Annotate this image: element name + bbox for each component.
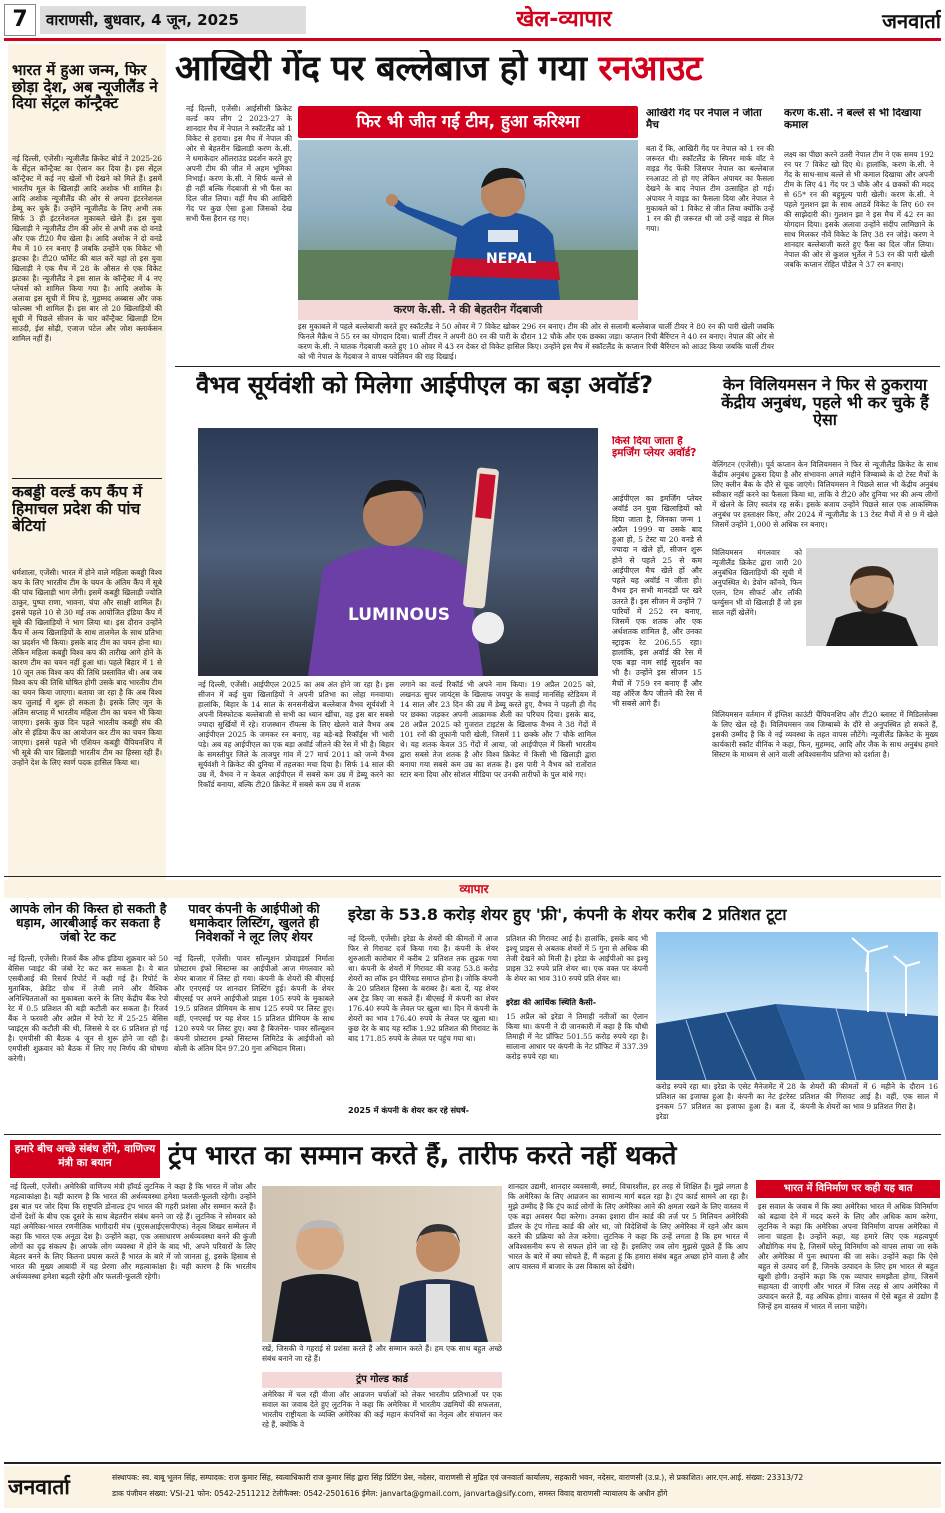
solar-wind-photo	[656, 932, 938, 1080]
story-body: अमेरिका में चल रही वीजा और आव्रजन चर्चाओं को लेकर भारतीय प्रतिभाओं पर एक सवाल का जवाब देते हुए लुटनिक ने कहा कि अमेरिका में भारतीय उद्यमियों की सफलता, भारतीय राष्ट्रीयता के व्यक्ति अमेरिका की कई महान कंपनियों का नेतृत्व और संचालन कर रहे हैं, क्योंकि वे	[262, 1390, 502, 1429]
footer-imprint: संस्थापक: स्व. बाबू भूलन सिंह, सम्पादक: राज कुमार सिंह, स्वत्वाधिकारी राज कुमार सिंह द्वारा सिंह प्रिंटिंग प्रेस, नदेसर, वाराणसी से मुद्रित एवं जनवार्ता कार्यालय, सहकारी भवन, नदेसर, वाराणसी (उ.प्र.), से प्रकाशित। आर.एन.आई. संख्या: 23313/72	[112, 1473, 804, 1482]
trump-photo	[262, 1186, 502, 1342]
jersey-text: NEPAL	[486, 252, 537, 267]
story-headline: भारत में हुआ जन्म, फिर छोड़ा देश, अब न्यूजीलैंड ने दिया सेंट्रल कॉन्ट्रैक्ट	[12, 62, 158, 112]
subhead: करण के.सी. ने बल्ले से भी दिखाया कमाल	[784, 108, 922, 131]
sidebar-body: इस सवाल के जवाब में कि क्या अमेरिका भारत में अधिक विनिर्माण को बढ़ावा देने में मदद करने के लिए और अधिक काम करेगा, लुटनिक ने कहा कि अमेरिका अपना विनिर्माण वापस अमेरिका में लाना चाहता है। उन्होंने कहा, यह हमारे लिए एक महत्वपूर्ण औद्योगिक मंच है, जिसमें घरेलू विनिर्माण को वापस लाया जा सके और अमेरिका में पुनः स्थापना की जा सके। उन्होंने कहा कि ऐसे बहुत से उत्पाद वर्ग हैं, जिनके उत्पादन के लिए हम भारत से बहुत खुशी होगी। उन्होंने कहा कि एक व्यापार समझौता होगा, जिसमें सहायता दी जाएगी और भारत में जिस तरह से आप अमेरिका में उत्पादन करते हैं, वह अधिक होगा। वास्तव में ऐसे बहुत से उद्योग हैं जिन्हें हम वास्तव में भारत में लाना चाहेंगे।	[758, 1202, 938, 1311]
subhead: इरेडा की आर्थिक स्थिति कैसी-	[506, 998, 597, 1007]
ireda-headline: इरेडा के 53.8 करोड़ शेयर हुए 'फ्री', कंपनी के शेयर करीब 2 प्रतिशत टूटा	[348, 906, 787, 924]
story-body: लक्ष्य का पीछा करने उतरी नेपाल टीम ने एक समय 192 रन पर 7 विकेट खो दिए थे। हालांकि, करण के.सी. ने गेंद के साथ-साथ बल्ले से भी कमाल दिखाया और अपनी टीम के लिए 41 गेंद पर 3 चौके और 4 छक्कों की मदद से 65* रन की बहुमूल्य पारी खेली। करण के.सी. ने पहले गुलशन झा के साथ आठवें विकेट के लिए 60 रन की साझेदारी की। गुलशन झा ने इस मैच में 42 रन का योगदान दिया। इसके अलावा उन्होंने संदीप लामिछाने के साथ मिलकर नौवें विकेट के लिए 38 रन जोड़े। करण ने शानदार बल्लेबाजी करते हुए फैंस का दिल जीत लिया। नेपाल की ओर से कुशल भुर्तेल ने 53 रन की पारी खेली जबकि कप्तान रोहित पौडेल ने 37 रन बनाए।	[784, 150, 934, 269]
kane-headline: केन विलियमसन ने फिर से ठुकराया केंद्रीय अनुबंध, पहले भी कर चुके हैं ऐसा	[721, 376, 929, 430]
kane-illustration	[806, 548, 938, 646]
trump-headline: ट्रंप भारत का सम्मान करते हैं, तारीफ करते नहीं थकते	[168, 1142, 677, 1171]
subhead: आखिरी गेंद पर नेपाल ने जीता मैच	[646, 108, 762, 131]
story-body: नई दिल्ली, एजेंसी। रिजर्व बैंक ऑफ इंडिया शुक्रवार को 50 बेसिस प्वाइंट की जंबो रेट कट कर सकता है। ये बात एसबीआई की रिसर्च रिपोर्ट में कही गई है। रिपोर्ट के मुताबिक, क्रेडिट ग्रोथ में तेजी लाने और वैश्विक अनिश्चितताओं का मुकाबला करने के लिए केंद्रीय बैंक रेपो रेट में 0.5 प्रतिशत की बड़ी कटौती कर सकता है। रिजर्व बैंक ने फरवरी और अप्रैल में रेपो रेट में 25-25 बेसिस प्वाइंट्स की कटौती की थी, जिससे ये दर 6 प्रतिशत हो गई है। एमपीसी की बैठक 4 जून से शुरू होने जा रही है। एमपीसी शुक्रवार को बैठक में लिए गए निर्णय की घोषणा करेगी।	[8, 954, 168, 1063]
vaibhav-headline: वैभव सूर्यवंशी को मिलेगा आईपीएल का बड़ा अवॉर्ड?	[196, 372, 654, 399]
nepal-headline: आखिरी गेंद पर बल्लेबाज हो गया रनआउट	[175, 50, 703, 89]
masthead	[4, 4, 941, 36]
paper-name: जनवार्ता	[882, 9, 941, 33]
story-body: विलियमसन वर्तमान में इंग्लिश काउंटी चैंपियनशिप और टी20 ब्लास्ट में मिडिलसेक्स के लिए खेल रहे हैं। विलियमसन जब जिम्बाब्वे के दौरे से अनुपस्थित हो सकते हैं, इसकी उम्मीद है कि वे नई व्यवस्था के तहत वापस लौटेंगे। न्यूजीलैंड क्रिकेट के मुख्य कार्यकारी स्कॉट वीनिंक ने कहा, फिन, मुहम्मद, आदि और जैक के साथ अनुबंध हमारे सिस्टम के माध्यम से आने वाली अविश्वसनीय प्रतिभा को दर्शाता है।	[712, 710, 938, 759]
story-body: लगाने का वर्ल्ड रिकॉर्ड भी अपने नाम किया। 19 अप्रैल 2025 को, लखनऊ सुपर जायंट्स के खिलाफ जयपुर के सवाई मानसिंह स्टेडियम में 14 साल और 23 दिन की उम्र में डेब्यू करते हुए, वैभव ने पहली ही गेंद पर छक्का जड़कर अपनी आक्रामक शैली का परिचय दिया। इसके बाद, 28 अप्रैल 2025 को गुजरात टाइटंस के खिलाफ वैभव ने 38 गेंदों में 101 रनों की तूफानी पारी खेली, जिसमें 11 छक्के और 7 चौके शामिल थे। यह शतक केवल 35 गेंदों में आया, जो आईपीएल में किसी भारतीय द्वारा सबसे तेज शतक है और विश्व क्रिकेट में किसी भी खिलाड़ी द्वारा बनाया गया सबसे कम उम्र का शतक है। इस पारी ने वैभव को रातोंरात स्टार बना दिया और सोशल मीडिया पर उनकी तारीफों के पुल बांधे गए।	[400, 680, 596, 779]
story-body: के शेयरों की कीमतों में 6 महीने के दौरान 16 प्रतिशत की गिरावट आई है। वहीं, एक साल में कंपनी के शेयरों का भाव 9 प्रतिशत गिरा है।	[800, 1082, 938, 1111]
story-body: विलियमसन मंगलवार को न्यूजीलैंड क्रिकेट द्वारा जारी 20 अनुबंधित खिलाड़ियों की सूची में अनुपस्थित थे। डेवोन कॉनवे, फिन एलन, टिम सीफर्ट और लॉकी फर्ग्युसन भी वो खिलाड़ी हैं जो इस साल नहीं खेलेंगे।	[712, 548, 802, 617]
story-body: नई दिल्ली, एजेंसी। पावर सॉल्यूशन प्रोवाइडर्स निर्माता प्रोस्टारम इंफो सिस्टम्स का आईपीओ आज मंगलवार को शेयर बाजार में लिस्ट हो गया। कंपनी के शेयरों की बीएसई और एनएसई पर शानदार लिस्टिंग हुई। कंपनी के शेयर बीएसई पर अपने आईपीओ प्राइस 105 रुपये के मुकाबले 19.5 प्रतिशत प्रीमियम के साथ 125 रुपये पर लिस्ट हुए। वहीं, एनएसई पर यह शेयर 15 प्रतिशत प्रीमियम के साथ 120 रुपये पर लिस्ट हुए। क्या है बिजनेस- पावर सॉल्यूशन कंपनी प्रोस्टारम इन्फो सिस्टम्स लिमिटेड के आईपीओ को बोली के अंतिम दिन 97.20 गुना अभिदान मिला।	[174, 954, 334, 1053]
banner: फिर भी जीत गई टीम, हुआ करिश्मा	[298, 106, 638, 138]
vaibhav-illustration	[198, 428, 598, 676]
story-body: करोड़ रुपये रहा था। इरेडा के एसेट मैनेजमेंट में 28 प्रतिशत का इजाफा हुआ है। कंपनी का नेट इंटरेस्ट इनकम 57 प्रतिशत का इजाफा हुआ है। बता दें, इरेडा	[656, 1082, 796, 1121]
cricketer-photo	[298, 140, 638, 300]
sidebar-title: भारत में विनिर्माण पर कही यह बात	[756, 1180, 940, 1198]
dateline: वाराणसी, बुधवार, 4 जून, 2025	[40, 6, 306, 34]
business-band	[4, 880, 941, 898]
two-officials-illustration	[262, 1186, 502, 1342]
section-label: खेल-व्यापार	[516, 7, 612, 32]
story-body: बता दें कि, आखिरी गेंद पर नेपाल को 1 रन की जरूरत थी। स्कॉटलैंड के स्पिनर मार्क वॉट ने वाइड गेंद फेंकी जिसपर नेपाल का बल्लेबाज रनआउट तो हो गए लेकिन अंपायर का फैसला देखने के बाद नेपाल टीम उत्साहित हो गई। अंपायर ने वाइड का फैसला दिया और नेपाल ने मुकाबले को 1 विकेट से जीत लिया क्योंकि उन्हें 1 रन की ही जरूरत थी जो उन्हें वाइड से मिल गया।	[646, 144, 774, 233]
footer-paper-name: जनवार्ता	[8, 1475, 70, 1499]
story-body: वेलिंगटन (एजेंसी)। पूर्व कप्तान केन विलियमसन ने फिर से न्यूजीलैंड क्रिकेट के साथ केंद्रीय अनुबंध ठुकरा दिया है और संभावना अगले महीने जिम्बाब्वे के दो टेस्ट मैचों के लिए क्लीन बैक के दौरे से चूक जाएंगे। विलियमसन ने पिछले साल भी केंद्रीय अनुबंध स्वीकार नहीं करने का फैसला किया था, ताकि वे टी20 और दुनिया भर की अन्य लीगों में खेलने के लिए स्वतंत्र रह सकें। इसके बजाय उन्होंने पिछले साल एक आकस्मिक अनुबंध पर हस्ताक्षर किए, और 2024 में न्यूजीलैंड के 13 टेस्ट मैचों में से 9 में खेले जिसमें उन्होंने 1,000 से अधिक रन बनाए।	[712, 460, 938, 529]
kicker-box: हमारे बीच अच्छे संबंध होंगे, वाणिज्य मंत्री का बयान	[10, 1140, 160, 1178]
story-body: रखें, जिसकी वे गहराई से प्रशंसा करते हैं और सम्मान करते हैं। हम एक साथ बहुत अच्छे संबंध बनाने जा रहे हैं।	[262, 1344, 502, 1363]
photo-caption: करण के.सी. ने की बेहतरीन गेंदबाजी	[298, 300, 638, 320]
story-body: नई दिल्ली, एजेंसी। न्यूजीलैंड क्रिकेट बोर्ड ने 2025-26 के सेंट्रल कॉन्ट्रैक्ट का ऐलान कर दिया है। इस सेंट्रल कॉन्ट्रैक्ट में कई नए खेलों भी देखने को मिले हैं। इसमें भारतीय मूल के खिलाड़ी आदि अशोक भी शामिल है। आदि अशोक न्यूजीलैंड की ओर से अपना इंटरनेशनल डेब्यू कर चुके हैं। उन्होंने न्यूजीलैंड के लिए अभी तक सिर्फ 3 ही इंटरनेशनल मुकाबले खेले हैं। इस युवा खिलाड़ी ने न्यूजीलैंड टीम की ओर से अभी तक दो वनडे और एक टी20 मैच खेला है। आदि अशोक ने दो वनडे मैच में 10 रन बनाए हैं जबकि उन्होंने एक विकेट भी झटका है। टी20 फॉर्मेट की बात करें यहां तो इस युवा खिलाड़ी ने एक मैच में 28 के औसत से एक विकेट झटका है। न्यूजीलैंड ने इस साल के कॉन्ट्रैक्ट में 4 नए प्लेयर्स को शामिल किया गया है। आदि अशोक के अलावा इस सूची में मिच हे, मुहम्मद अब्बास और जक फोल्क्स भी शामिल हैं। इस बार तो 20 खिलाड़ियों की सूची में पिछले सीजन के चार कॉन्ट्रैक्ट खिलाड़ी टिम साउदी, ईश सोढ़ी, एजाज पटेल और जोश क्लार्कसन शामिल नहीं हैं।	[12, 154, 162, 343]
left-column	[8, 44, 166, 884]
sidebar-body: आईपीएल का इमर्जिंग प्लेयर अवॉर्ड उन युवा खिलाड़ियों को दिया जाता है, जिनका जन्म 1 अप्रैल 1999 या उसके बाद हुआ हो, 5 टेस्ट या 20 वनडे से ज्यादा न खेले हों, सीजन शुरू होने से पहले 25 से कम आईपीएल मैच खेले हों और पहले यह अवॉर्ड न जीता हो। वैभव इन सभी मानदंडों पर खरे उतरते हैं। इस सीजन में उन्होंने 7 पारियों में 252 रन बनाए, जिसमें एक शतक और एक अर्धशतक शामिल है, और उनका स्ट्राइक रेट 206.55 रहा। हालांकि, इस अवॉर्ड की रेस में एक बड़ा नाम सांई सुदर्शन का भी है। उन्होंने इस सीजन 15 मैचों में 759 रन बनाए हैं और वह ऑरेंज कैप जीतने की रेस में भी सबसे आगे हैं।	[612, 494, 702, 708]
jersey-text: LUMINOUS	[348, 606, 450, 625]
subhead: ट्रंप गोल्ड कार्ड	[262, 1372, 502, 1388]
loan-headline: आपके लोन की किस्त हो सकती है धड़ाम, आरबीआई कर सकता है जंबो रेट कट	[9, 902, 167, 944]
story-headline: कबड्डी वर्ल्ड कप कैंप में हिमाचल प्रदेश की पांच बेटियां	[12, 484, 143, 536]
footer	[4, 1466, 941, 1508]
story-body: नई दिल्ली, एजेंसी। अमेरिकी वाणिज्य मंत्री हॉवर्ड लुटनिक ने कहा है कि भारत में जोश और महत्वाकांक्षा है। यही कारण है कि भारत की अर्थव्यवस्था हमेशा फलती-फूलती रहेगी। उन्होंने इस बात पर जोर दिया कि राष्ट्रपति डोनाल्ड ट्रंप भारत की गहरी प्रशंसा और सम्मान करते हैं। दोनों देशों के बीच एक दूसरे के साथ बेहतरीन संबंध बनने जा रहे हैं। लुटनिक ने सोमवार को यहां अमेरिका-भारत रणनीतिक भागीदारी मंच (यूएसआईएसपीएफ) नेतृत्व शिखर सम्मेलन में कहा कि भारत एक अनूठा देश है। उन्होंने कहा, एक असाधारण अर्थव्यवस्था बनने की कुंजी लोगों का दृढ़ संकल्प है। आपके लोग व्यवस्था में होने के बाद भी, अपने परिवारों के लिए बेहतर बनने के लिए कितना प्रयास करते हैं भारत के बारे में जो जानता हूं, इसके हिसाब से भारत की मुख्य आबादी में यह प्रेरणा और महत्वाकांक्षा है। यही कारण है कि भारतीय अर्थव्यवस्था हमेशा बढ़ती रहेगी और फलती-फूलती रहेगी।	[10, 1182, 256, 1281]
story-body: धर्मशाला, एजेंसी। भारत में होने वाले महिला कबड्डी विश्व कप के लिए भारतीय टीम के चयन के अंतिम कैंप में सूबे की पांच खिलाड़ी भाग लेंगी। इसमें कबड्डी खिलाड़ी ज्योति ठाकुर, पुष्पा राणा, भावना, चंपा और साक्षी शामिल हैं। इससे पहले 10 से 30 मई तक आयोजित इंडिया कैंप में सूबे की खिलाड़ियों ने भाग लिया था। इस दौरान उन्होंने कैंप में अन्य खिलाड़ियों के साथ तालमेल के साथ प्रतिभा का प्रदर्शन भी किया। इसके बाद टीम का चयन होना था। लेकिन महिला कबड्डी विश्व कप की तारीख आगे होने के कारण टीम का चयन नहीं हुआ था। पहले बिहार में 1 से 10 जून तक विश्व कप की तिथि प्रस्तावित थी। अब जब विश्व कप की तिथि घोषित होगी उसके बाद भारतीय टीम का चयन किया जाएगा। बताया जा रहा है कि अब विश्व कप जुलाई में शुरू हो सकता है। इसके लिए जून के अंतिम सप्ताह में भारतीय महिला टीम का चयन भी किया जाएगा। इसके कुछ दिन पहले भारतीय कबड्डी संघ की ओर से इंडिया कैंप का आयोजन कर टीम का चयन किया जाएगा। इससे पहले भी एशियन कबड्डी चैंपियनशिप में भी सूबे की चार खिलाड़ी भारतीय टीम का हिस्सा रही हैं। उन्होंने देश के लिए स्वर्ण पदक हासिल किया था।	[12, 568, 162, 767]
solar-panels-illustration	[656, 932, 938, 1080]
kane-photo	[806, 548, 938, 646]
sidebar-box	[612, 428, 702, 868]
story-body: इस मुकाबले में पहले बल्लेबाजी करते हुए स्कॉटलैंड ने 50 ओवर में 7 विकेट खोकर 296 रन बनाए। टीम की ओर से सलामी बल्लेबाज चार्ली टीयर ने 80 रन की पारी खेली जबकि फिनले मैक्रैथ ने 55 रन का योगदान दिया। चार्ली टीयर ने अपनी 80 रन की पारी के दौरान 12 चौके और एक छक्का जड़ा। कप्तान रिची बैरिंग्टन ने 40 रन बनाए। नेपाल की ओर से करण के.सी. ने घातक गेंदबाजी करते हुए 10 ओवर में 43 रन देकर दो विकेट हासिल किए। उन्होंने इस मैच में स्कॉटलैंड के कप्तान रिची बैरिंग्टन को आउट किया जबकि चार्ली टीयर को भी नेपाल के गेंदबाज ने वापस पवेलियन की राह दिखाई।	[298, 322, 774, 361]
sidebar-box	[756, 1180, 940, 1458]
subhead: 2025 में कंपनी के शेयर कर रहे संघर्ष-	[348, 1106, 470, 1115]
story-body: प्रतिशत की गिरावट आई है। हालांकि, इसके बाद भी इश्यू प्राइस से अबतक शेयरों में 5 गुना से अधिक की तेजी देखने को मिली है। इरेडा के आईपीओ का इश्यू प्राइस 32 रुपये प्रति शेयर था। एक वक्त पर कंपनी के शेयर का भाव 310 रुपये प्रति शेयर था।	[506, 934, 648, 983]
story-body: 15 अप्रैल को इरेडा ने तिमाही नतीजों का ऐलान किया था। कंपनी ने दी जानकारी में कहा है कि चौथी तिमाही में नेट प्रॉफिट 501.55 करोड़ रुपये रहा है। सालाना आधार पर कंपनी के नेट प्रॉफिट में 337.39 करोड़ रुपये रहा था।	[506, 1012, 648, 1061]
story-body: नई दिल्ली, एजेंसी। इरेडा के शेयरों की कीमतों में आज फिर से गिरावट दर्ज किया गया है। कंपनी के शेयर शुरुआती कारोबार में करीब 2 प्रतिशत तक लुढ़क गया था। कंपनी के शेयरों में गिरावट की वजह 53.8 करोड़ शेयरों का लॉक इन पीरियड समाप्त होना है। जोकि कंपनी के 20 प्रतिशत हिस्सा के बराबर है। बता दें, यह शेयर अब ट्रेड किए जा सकते हैं। बीएसई में कंपनी का शेयर 176.40 रुपये के लेवल पर खुला था। दिन में कंपनी के शेयरों का भाव 176.40 रुपये के लेवल पर खुला था। कुछ देर के बाद यह स्टॉक 1.92 प्रतिशत की गिरावट के बाद 171.85 रुपये के लेवल पर पहुंच गया था।	[348, 934, 498, 1043]
story-body: शानदार उद्यमी, शानदार व्यवसायी, स्मार्ट, विचारशील, हर तरह से शिक्षित हैं। मुझे लगता है कि अमेरिका के लिए आव्रजन का सामान्य मार्ग बदल रहा है। ट्रंप कार्ड सामने आ रहा है। मुझे उम्मीद है कि ट्रंप कार्ड लोगों के लिए अमेरिका आने की क्षमता रखने के लिए वास्तव में एक बड़ा अवसर पैदा करेगा। उनका इशारा ग्रीन कार्ड की तर्ज पर 5 मिलियन अमेरिकी डॉलर के ट्रंप गोल्ड कार्ड की ओर था, जो विदेशियों के लिए अमेरिका में रहने और काम करने की प्रक्रिया को तेज करेगा। लुटनिक ने कहा कि उन्हें लगता है कि हम भारत में अविश्वसनीय रूप से सफल होने जा रहे हैं। इसलिए जब लोग मुझसे पूछते हैं कि आप भारत के बारे में क्या सोचते हैं, मैं कहता हूं कि हमारा संबंध बहुत अच्छा होने वाला है और आप वास्तव में बाजार के उस विकास को देखेंगे।	[508, 1182, 748, 1271]
sidebar-title: किसे दिया जाता है इमर्जिंग प्लेयर अवॉर्ड?	[612, 436, 697, 459]
footer-imprint: डाक पंजीयन संख्या: VSI-21 फोन: 0542-2511212 टेलीफैक्स: 0542-2501616 ईमेल: janvarta@gmail.com, janvarta@sify.com, समस्त विवाद वाराणसी न्यायालय के अधीन होंगे	[112, 1489, 668, 1498]
power-headline: पावर कंपनी के आईपीओ की धमाकेदार लिस्टिंग, खुलते ही निवेशकों ने लूट लिए शेयर	[188, 902, 320, 944]
story-body: नई दिल्ली, एजेंसी। आईसीसी क्रिकेट वर्ल्ड कप लीग 2 2023-27 के शानदार मैच में नेपाल ने स्कॉटलैंड को 1 विकेट से हराया। इस मैच में नेपाल की ओर से बेहतरीन खिलाड़ी करण के.सी. ने धमाकेदार ऑलराउंड प्रदर्शन करते हुए अपनी टीम की जीत में अहम भूमिका निभाई। करण के.सी. ने सिर्फ बल्ले से ही नहीं बल्कि गेंदबाजी से भी फैंस का दिल जीत लिया। वहीं मैच की आखिरी गेंद पर कुछ ऐसा हुआ जिसको देख सभी फैंस हैरान रह गए।	[186, 104, 292, 223]
story-body: नई दिल्ली, एजेंसी। आईपीएल 2025 का अब अंत होने जा रहा है। इस सीजन में कई युवा खिलाड़ियों ने अपनी प्रतिभा का लोहा मनवाया। हालांकि, बिहार के 14 साल के सनसनीखेज बल्लेबाज वैभव सूर्यवंशी ने अपनी विस्फोटक बल्लेबाजी से सभी का ध्यान खींचा, वह इस बार सबसे ज्यादा सुर्खियों में रहे। राजस्थान रॉयल्स के लिए खेलने वाले वैभव अब आईपीएल 2025 के जमकर रन बनाए, वह बड़े-बड़े रिकॉर्ड्स भी भारी पड़े। अब वह आईपीएल का एक बड़ा अवॉर्ड जीतने की रेस में भी है। बिहार के समस्तीपुर जिले के ताजपुर गांव में 27 मार्च 2011 को जन्मे वैभव सूर्यवंशी ने क्रिकेट की दुनिया में तहलका मचा दिया है। सिर्फ 14 साल की उम्र में, वैभव ने न केवल आईपीएल में सबसे कम उम्र में डेब्यू करने का रिकॉर्ड बनाया, बल्कि टी20 क्रिकेट में सबसे कम उम्र में शतक	[198, 680, 394, 789]
vaibhav-photo	[198, 428, 598, 676]
cricketer-illustration	[298, 140, 638, 300]
business-section-label: व्यापार	[459, 882, 489, 896]
page-number: 7	[4, 4, 36, 36]
